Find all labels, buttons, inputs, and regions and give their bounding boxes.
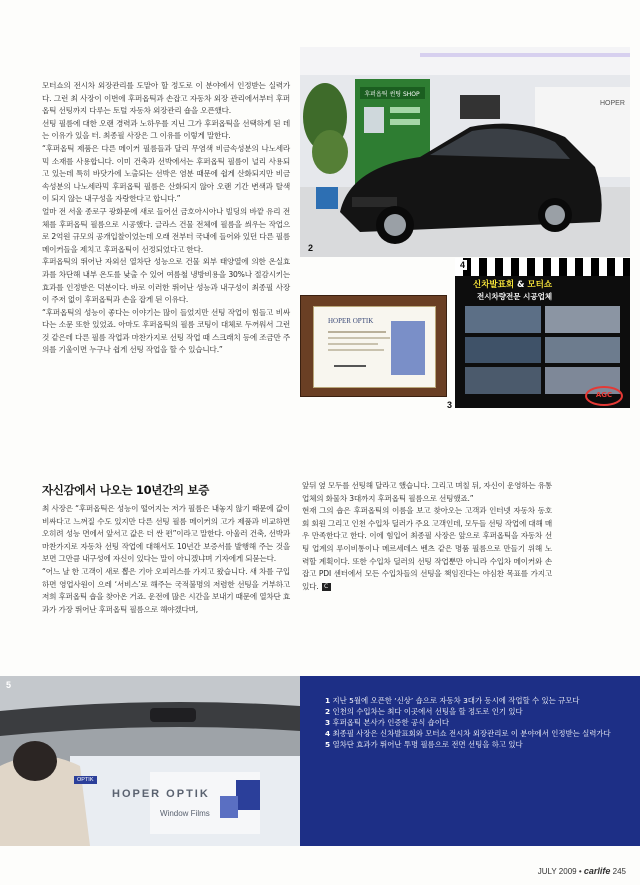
- photo-number: 3: [447, 400, 453, 410]
- film-tag: OPTIK: [74, 776, 97, 784]
- magazine-logo: carlife: [583, 866, 611, 876]
- poster-amp: &: [517, 280, 525, 290]
- showroom-illustration: [300, 47, 630, 257]
- caption-text: 지난 5월에 오픈한 ‘신상’ 숍으로 자동차 3대가 동시에 작업할 수 있는 규모다: [332, 696, 580, 705]
- page-footer: [538, 866, 626, 876]
- footer-separator: •: [578, 867, 582, 876]
- tinting-illustration: [0, 676, 300, 846]
- paragraph: 선팅 필름에 대한 오랜 경력과 노하우를 지닌 그가 후퍼옵틱을 선택하게 된 데는 이유가 있을 터. 최종필 사장은 그 이유를 이렇게 말한다.: [42, 118, 290, 141]
- photo-number: 2: [308, 243, 314, 253]
- caption-number: 5: [325, 740, 331, 749]
- certificate-photo: [300, 295, 453, 410]
- caption-text: 최종필 사장은 신차발표회와 모터쇼 전시차 외장관리로 이 분야에서 인정받는 실력가다: [332, 729, 611, 738]
- page-number: 245: [612, 867, 626, 876]
- poster-title-2: 모터쇼: [527, 280, 553, 290]
- caption-list: [325, 695, 625, 750]
- caption-text: 인천의 수입차는 최다 이곳에서 선팅을 할 정도로 인기 있다: [332, 707, 523, 716]
- caption-text: 후퍼옵틱 본사가 인증한 공식 숍이다: [332, 718, 450, 727]
- paragraph: 앞뒤 옆 모두를 선팅해 달라고 했습니다. 그리고 며칠 뒤, 자신이 운영하는 유통업체의 화물차 3대까지 후퍼옵틱 필름으로 선팅했죠.”: [302, 481, 552, 503]
- certificate: [313, 306, 436, 388]
- brand-sign: HOPER: [600, 100, 625, 107]
- shop-sign: 후퍼옵틱 썬팅 SHOP: [364, 91, 420, 98]
- photo-number: 4: [460, 260, 466, 270]
- caption-item: [325, 717, 625, 728]
- certificate-brand: HOPER OPTIK: [328, 317, 374, 325]
- caption-text: 열차단 효과가 뛰어난 투명 필름으로 전면 선팅을 하고 있다: [332, 740, 523, 749]
- paragraph-text: 현재 그의 숍은 후퍼옵틱의 이름을 보고 찾아오는 고객과 인터넷 자동차 동호회 회원 그리고 인천 수입차 딜러가 주요 고객인데, 모두들 선팅 작업에 대해 매우 만족한다고 한다. 이에 힘입어 최종필 사장은 앞으로 후퍼옵틱을 자동차 선팅 업계의 루이비통이나 메르세데스 벤츠 같은 명품 필름으로 만들기 위해 노력할 계획이다. 또한 수입차 딜러의 선팅 작업뿐만 아니라 수입차 메이커와 손잡고 PDI 센터에서 모든 수입차들의 선팅을 책임진다는 야심찬 목표를 가지고 있다.: [302, 506, 552, 591]
- poster-subtitle: 전시차량전문 시공업체: [477, 292, 553, 301]
- film-sub: Window Films: [160, 809, 210, 818]
- paragraph: 최 사장은 “후퍼옵틱은 성능이 떨어지는 저가 필름은 내놓지 않기 때문에 값이 비싸다고 느껴질 수도 있지만 다른 선팅 필름 메이커의 고가 제품과 비교하면 오히려 성능 면에서 앞서고 값은 더 싼 편”이라고 말한다. 아울러 건축, 선박과 마찬가지로 자동차 선팅 작업에 대해서도 10년간 보증서를 발행해 주는 것을 보면 그만큼 내구성에 자신이 있다는 말이 아니겠냐며 기자에게 되묻는다.: [42, 504, 290, 564]
- paragraph: “후퍼옵틱 제품은 다른 메이커 필름들과 달리 무염색 비금속성분의 나노세라믹 소재를 사용합니다. 이미 건축과 선박에서는 후퍼옵틱 필름이 널리 사용되고 있는데 특히 바닷가에 노출되는 선박은 염분 때문에 쉽게 산화되지만 비금속성분의 나노세라믹 후퍼옵틱 필름은 산화되지 않아 오랜 기간 변색과 탈색이 되지 않는 내구성을 자랑한다고 합니다.”: [42, 143, 290, 204]
- film-brand: HOPER OPTIK: [112, 788, 210, 800]
- paragraph: 얼마 전 서울 종로구 광화문에 새로 들어선 금호아시아나 빌딩의 바깥 유리 전체를 후퍼옵틱 필름으로 시공했다. 글라스 건물 전체에 필름을 씌우는 작업으로 2억원 규모의 공개입찰이었는데 오래 전부터 국내에 들어와 있던 다른 필름 메이커들을 제치고 후퍼옵틱이 선정되었다고 한다.: [42, 206, 290, 254]
- paragraph: “어느 날 한 고객이 새로 뽑은 기아 오피러스를 가지고 왔습니다. 새 차를 구입하면 영업사원이 으레 ‘서비스’로 해주는 국적불명의 저렴한 선팅을 거부하고 저희 후퍼옵틱 숍을 찾아온 거죠. 운전에 많은 시간을 보내기 때문에 열차단 효과가 가장 뛰어난 후퍼옵틱 필름으로 해야겠다며,: [42, 566, 290, 614]
- paragraph: [302, 505, 552, 593]
- photo-number: 5: [6, 680, 12, 690]
- checker-strip: [455, 258, 630, 276]
- poster-title-1: 신차발표회: [473, 280, 515, 290]
- section-heading: 자신감에서 나오는 10년간의 보증: [42, 483, 210, 497]
- paragraph: “후퍼옵틱의 성능이 좋다는 이야기는 많이 들었지만 선팅 작업이 힘들고 비싸다는 소문 또한 있었죠. 아마도 후퍼옵틱의 필름 코팅이 대체로 두꺼워서 그런 것 같은데 다른 필름 작업과 마찬가지로 선팅 작업 때 스크래치 등에 조금만 주의를 기울이면 누구나 쉽게 선팅 작업을 할 수 있습니다.”: [42, 307, 290, 355]
- paragraph: 모터쇼의 전시차 외장관리를 도맡아 할 정도로 이 분야에서 인정받는 실력가다. 그런 최 사장이 이번에 후퍼옵틱과 손잡고 자동차 외장 관리에서부터 후퍼옵틱 선팅까지 다루는 토털 자동차 외장관리 숍을 오픈했다.: [42, 81, 290, 116]
- end-mark: C: [322, 583, 331, 591]
- article-column-lower-right: [302, 480, 552, 593]
- poster-logo: AGC: [585, 386, 623, 406]
- poster-photo-grid: [465, 306, 620, 394]
- caption-number: 4: [325, 729, 331, 738]
- caption-item: [325, 706, 625, 717]
- caption-item: [325, 695, 625, 706]
- showroom-photo: [300, 47, 630, 257]
- caption-number: 1: [325, 696, 331, 705]
- caption-item: [325, 728, 625, 739]
- issue-date: JULY 2009: [537, 867, 577, 876]
- certificate-emblem: [391, 321, 425, 375]
- tinting-work-photo: [0, 676, 300, 846]
- caption-number: 2: [325, 707, 331, 716]
- article-column-upper-left: [42, 80, 290, 357]
- article-column-lower-left: [42, 470, 290, 616]
- caption-item: [325, 739, 625, 750]
- promo-poster-photo: [455, 258, 630, 408]
- caption-number: 3: [325, 718, 331, 727]
- paragraph: 후퍼옵틱의 뛰어난 자외선 열차단 성능으로 건물 외부 태양열에 의한 온실효과를 차단해 내부 온도를 낮출 수 있어 여름철 냉방비용을 30%나 절감시키는 효과를 인정받은 덕분이다. 바로 이러한 뛰어난 성능과 내구성이 최종필 사장이 주저 없이 후퍼옵틱과 손을 잡게 된 이유다.: [42, 257, 290, 305]
